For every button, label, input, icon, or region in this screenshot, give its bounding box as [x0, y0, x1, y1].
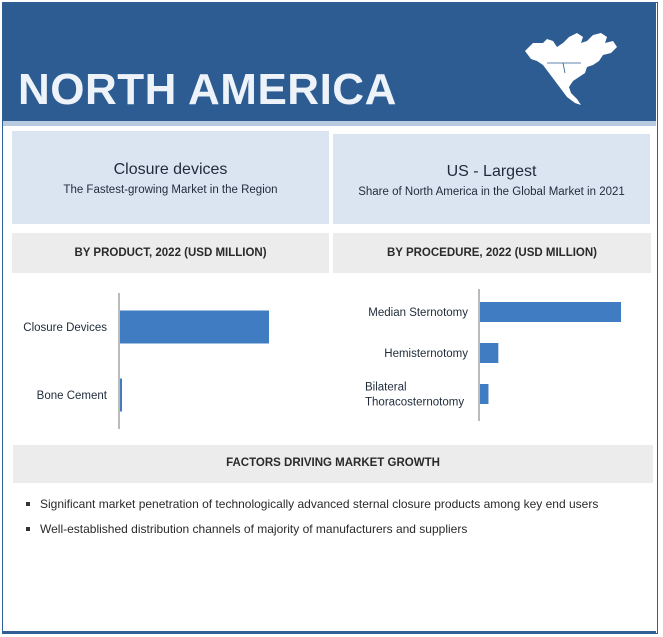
bar [120, 311, 269, 344]
procedure-bar-chart [329, 285, 649, 425]
category-label: Bilateral Thoracosternotomy [365, 381, 465, 409]
north-america-map-icon [523, 29, 623, 109]
highlight-left-subtitle: The Fastest-growing Market in the Region [63, 184, 278, 196]
factors-header [13, 445, 653, 483]
category-label: Hemisternotomy [384, 348, 468, 360]
procedure-chart-title: BY PROCEDURE, 2022 (USD MILLION) [386, 247, 597, 259]
header-divider [3, 121, 656, 126]
category-label: Closure Devices [23, 322, 107, 334]
bar [480, 343, 498, 363]
page-title: NORTH AMERICA [18, 65, 397, 114]
highlight-box-right [333, 134, 650, 224]
factors-title: FACTORS DRIVING MARKET GROWTH [226, 457, 440, 469]
factor-item [26, 497, 598, 511]
highlight-right-subtitle: Share of North America in the Global Market in 2021 [358, 186, 625, 198]
product-chart-title: BY PRODUCT, 2022 (USD MILLION) [74, 247, 267, 259]
category-label: Median Sternotomy [368, 307, 468, 319]
bottom-border [3, 631, 656, 633]
bullet-icon [26, 527, 30, 531]
factor-item-text: Significant market penetration of technologically advanced sternal closure products among key end users [40, 497, 599, 511]
category-label: Bone Cement [36, 390, 107, 402]
product-chart-header [12, 233, 329, 273]
product-bar-chart [12, 285, 332, 435]
factor-item [26, 522, 467, 536]
procedure-chart-header [333, 233, 651, 273]
factor-item-text: Well-established distribution channels of majority of manufacturers and suppliers [40, 522, 468, 536]
highlight-right-title: US - Largest [446, 163, 537, 180]
bar [480, 302, 621, 322]
bar [120, 379, 122, 412]
header-banner [3, 3, 656, 123]
bar [480, 384, 488, 404]
bullet-icon [26, 502, 30, 506]
infographic-frame [2, 2, 658, 634]
highlight-left-title: Closure devices [113, 161, 228, 178]
highlight-box-left [12, 131, 329, 224]
